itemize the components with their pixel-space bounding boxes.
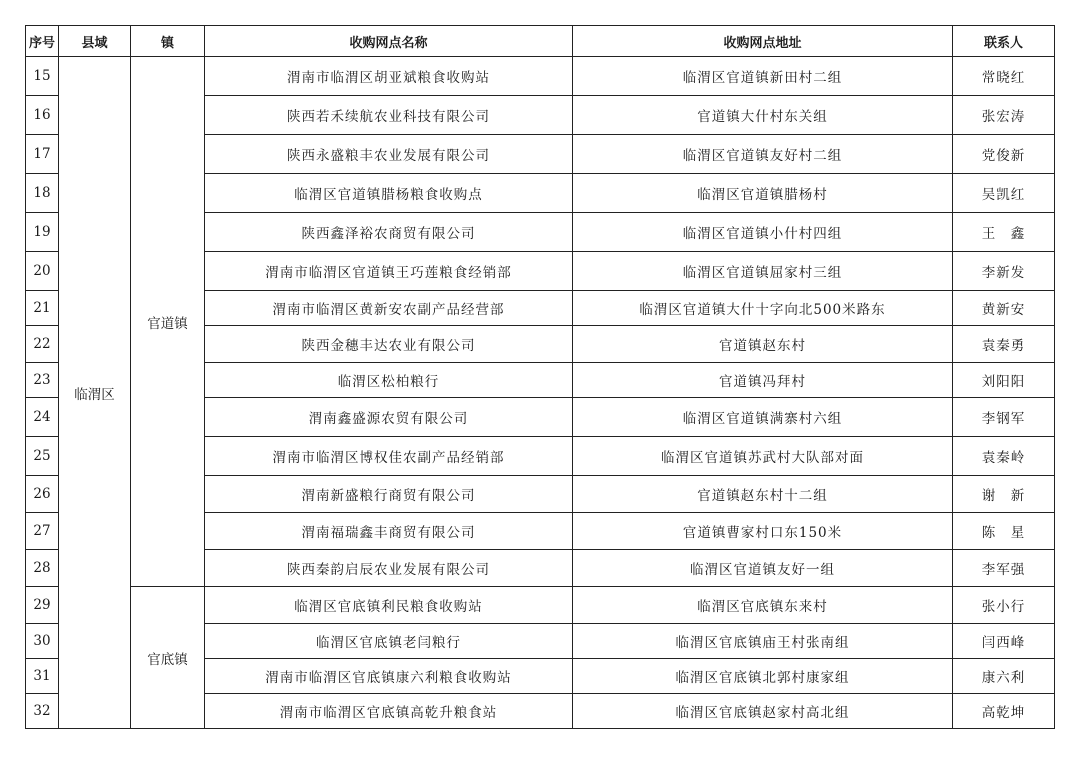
outlet-address: 官道镇曹家村口东150米 <box>573 513 953 550</box>
contact-person: 张宏涛 <box>953 96 1055 135</box>
contact-person: 党俊新 <box>953 135 1055 174</box>
outlet-address: 临渭区官底镇赵家村高北组 <box>573 694 953 729</box>
outlet-name: 渭南市临渭区博权佳农副产品经销部 <box>205 437 573 476</box>
row-index: 32 <box>26 694 59 729</box>
row-index: 26 <box>26 476 59 513</box>
outlet-address: 官道镇赵东村十二组 <box>573 476 953 513</box>
outlet-address: 临渭区官道镇苏武村大队部对面 <box>573 437 953 476</box>
header-town: 镇 <box>131 26 205 57</box>
row-index: 21 <box>26 291 59 326</box>
outlet-address: 官道镇冯拜村 <box>573 363 953 398</box>
outlet-address: 官道镇赵东村 <box>573 326 953 363</box>
header-row <box>26 26 1055 57</box>
outlet-address: 临渭区官道镇腊杨村 <box>573 174 953 213</box>
outlet-name: 渭南市临渭区官道镇王巧莲粮食经销部 <box>205 252 573 291</box>
row-index: 25 <box>26 437 59 476</box>
procurement-table <box>25 25 1055 729</box>
table-row <box>26 57 1055 96</box>
contact-person: 刘阳阳 <box>953 363 1055 398</box>
contact-person: 常晓红 <box>953 57 1055 96</box>
row-index: 27 <box>26 513 59 550</box>
outlet-name: 临渭区官底镇利民粮食收购站 <box>205 587 573 624</box>
town-cell: 官底镇 <box>131 587 205 729</box>
outlet-address: 临渭区官道镇大什十字向北500米路东 <box>573 291 953 326</box>
header-address: 收购网点地址 <box>573 26 953 57</box>
header-index: 序号 <box>26 26 59 57</box>
contact-person: 袁秦勇 <box>953 326 1055 363</box>
outlet-name: 陕西金穗丰达农业有限公司 <box>205 326 573 363</box>
row-index: 17 <box>26 135 59 174</box>
contact-person: 李军强 <box>953 550 1055 587</box>
contact-person: 王 鑫 <box>953 213 1055 252</box>
outlet-address: 临渭区官道镇新田村二组 <box>573 57 953 96</box>
outlet-name: 临渭区官底镇老闫粮行 <box>205 624 573 659</box>
outlet-name: 渭南市临渭区官底镇高乾升粮食站 <box>205 694 573 729</box>
contact-person: 陈 星 <box>953 513 1055 550</box>
contact-person: 闫西峰 <box>953 624 1055 659</box>
table-row <box>26 587 1055 624</box>
outlet-address: 临渭区官底镇东来村 <box>573 587 953 624</box>
row-index: 16 <box>26 96 59 135</box>
outlet-address: 临渭区官道镇小什村四组 <box>573 213 953 252</box>
row-index: 31 <box>26 659 59 694</box>
contact-person: 张小行 <box>953 587 1055 624</box>
outlet-address: 临渭区官道镇满寨村六组 <box>573 398 953 437</box>
contact-person: 吴凯红 <box>953 174 1055 213</box>
contact-person: 黄新安 <box>953 291 1055 326</box>
outlet-address: 临渭区官道镇友好村二组 <box>573 135 953 174</box>
row-index: 30 <box>26 624 59 659</box>
outlet-name: 渭南市临渭区胡亚斌粮食收购站 <box>205 57 573 96</box>
outlet-name: 渭南市临渭区黄新安农副产品经营部 <box>205 291 573 326</box>
row-index: 20 <box>26 252 59 291</box>
contact-person: 袁秦岭 <box>953 437 1055 476</box>
outlet-name: 陕西若禾续航农业科技有限公司 <box>205 96 573 135</box>
outlet-name: 临渭区松柏粮行 <box>205 363 573 398</box>
row-index: 15 <box>26 57 59 96</box>
contact-person: 谢 新 <box>953 476 1055 513</box>
outlet-address: 临渭区官道镇友好一组 <box>573 550 953 587</box>
outlet-name: 渭南福瑞鑫丰商贸有限公司 <box>205 513 573 550</box>
row-index: 24 <box>26 398 59 437</box>
contact-person: 高乾坤 <box>953 694 1055 729</box>
outlet-name: 渭南市临渭区官底镇康六利粮食收购站 <box>205 659 573 694</box>
header-contact: 联系人 <box>953 26 1055 57</box>
county-cell: 临渭区 <box>59 57 131 729</box>
row-index: 29 <box>26 587 59 624</box>
outlet-address: 临渭区官道镇屈家村三组 <box>573 252 953 291</box>
outlet-name: 渭南鑫盛源农贸有限公司 <box>205 398 573 437</box>
row-index: 28 <box>26 550 59 587</box>
town-cell: 官道镇 <box>131 57 205 587</box>
outlet-name: 陕西秦韵启辰农业发展有限公司 <box>205 550 573 587</box>
row-index: 19 <box>26 213 59 252</box>
outlet-name: 陕西永盛粮丰农业发展有限公司 <box>205 135 573 174</box>
outlet-name: 陕西鑫泽裕农商贸有限公司 <box>205 213 573 252</box>
contact-person: 李钢军 <box>953 398 1055 437</box>
header-name: 收购网点名称 <box>205 26 573 57</box>
outlet-name: 渭南新盛粮行商贸有限公司 <box>205 476 573 513</box>
contact-person: 李新发 <box>953 252 1055 291</box>
row-index: 23 <box>26 363 59 398</box>
outlet-address: 临渭区官底镇北郭村康家组 <box>573 659 953 694</box>
outlet-address: 官道镇大什村东关组 <box>573 96 953 135</box>
contact-person: 康六利 <box>953 659 1055 694</box>
outlet-name: 临渭区官道镇腊杨粮食收购点 <box>205 174 573 213</box>
row-index: 18 <box>26 174 59 213</box>
header-county: 县域 <box>59 26 131 57</box>
row-index: 22 <box>26 326 59 363</box>
outlet-address: 临渭区官底镇庙王村张南组 <box>573 624 953 659</box>
